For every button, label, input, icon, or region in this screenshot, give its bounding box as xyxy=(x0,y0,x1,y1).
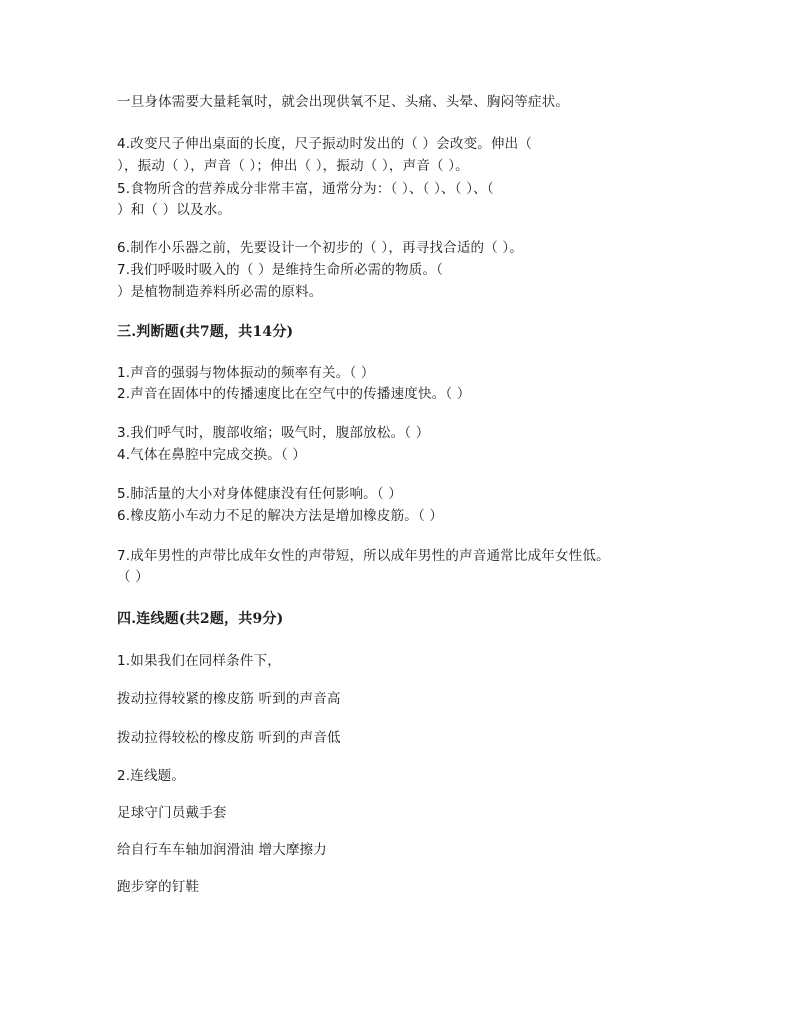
question-7-line-2: ）是植物制造养料所必需的原料。 xyxy=(117,284,323,300)
judge-question-6: 6.橡皮筋小车动力不足的解决方法是增加橡皮筋。（ ） xyxy=(117,508,444,524)
section-3-title: 三.判断题(共7题，共14分) xyxy=(117,324,294,340)
judge-question-1: 1.声音的强弱与物体振动的频率有关。（ ） xyxy=(117,365,375,381)
match-question-2-stem: 2.连线题。 xyxy=(117,768,186,784)
match-question-1-stem: 1.如果我们在同样条件下， xyxy=(117,653,281,669)
section-4-title: 四.连线题(共2题，共9分) xyxy=(117,611,284,627)
match-question-2-row-3: 跑步穿的钉鞋 xyxy=(117,879,200,895)
judge-question-7-line-2: （ ） xyxy=(117,569,149,585)
match-question-1-row-2: 拨动拉得较松的橡皮筋 听到的声音低 xyxy=(117,730,341,746)
judge-question-4: 4.气体在鼻腔中完成交换。（ ） xyxy=(117,447,307,463)
judge-question-2: 2.声音在固体中的传播速度比在空气中的传播速度快。（ ） xyxy=(117,386,471,402)
question-5-line-1: 5.食物所含的营养成分非常丰富，通常分为：（ ）、（ ）、（ ）、（ xyxy=(117,181,494,197)
question-4-line-2: ），振动（ ），声音（ ）；伸出（ ），振动（ ），声音（ ）。 xyxy=(117,158,469,174)
judge-question-7-line-1: 7.成年男性的声带比成年女性的声带短，所以成年男性的声音通常比成年女性低。 xyxy=(117,548,610,564)
judge-question-3: 3.我们呼气时，腹部收缩；吸气时，腹部放松。（ ） xyxy=(117,425,430,441)
question-5-line-2: ）和（ ）以及水。 xyxy=(117,202,232,218)
question-4-line-1: 4.改变尺子伸出桌面的长度，尺子振动时发出的（ ）会改变。伸出（ xyxy=(117,136,533,152)
match-question-2-row-1: 足球守门员戴手套 xyxy=(117,805,227,821)
match-question-2-row-2: 给自行车车轴加润滑油 增大摩擦力 xyxy=(117,842,327,858)
intro-text-line: 一旦身体需要大量耗氧时，就会出现供氧不足、头痛、头晕、胸闷等症状。 xyxy=(117,94,570,110)
match-question-1-row-1: 拨动拉得较紧的橡皮筋 听到的声音高 xyxy=(117,691,341,707)
question-6-line-1: 6.制作小乐器之前，先要设计一个初步的（ ），再寻找合适的（ ）。 xyxy=(117,240,524,256)
question-7-line-1: 7.我们呼吸时吸入的（ ）是维持生命所必需的物质。（ xyxy=(117,262,444,278)
judge-question-5: 5.肺活量的大小对身体健康没有任何影响。（ ） xyxy=(117,486,403,502)
